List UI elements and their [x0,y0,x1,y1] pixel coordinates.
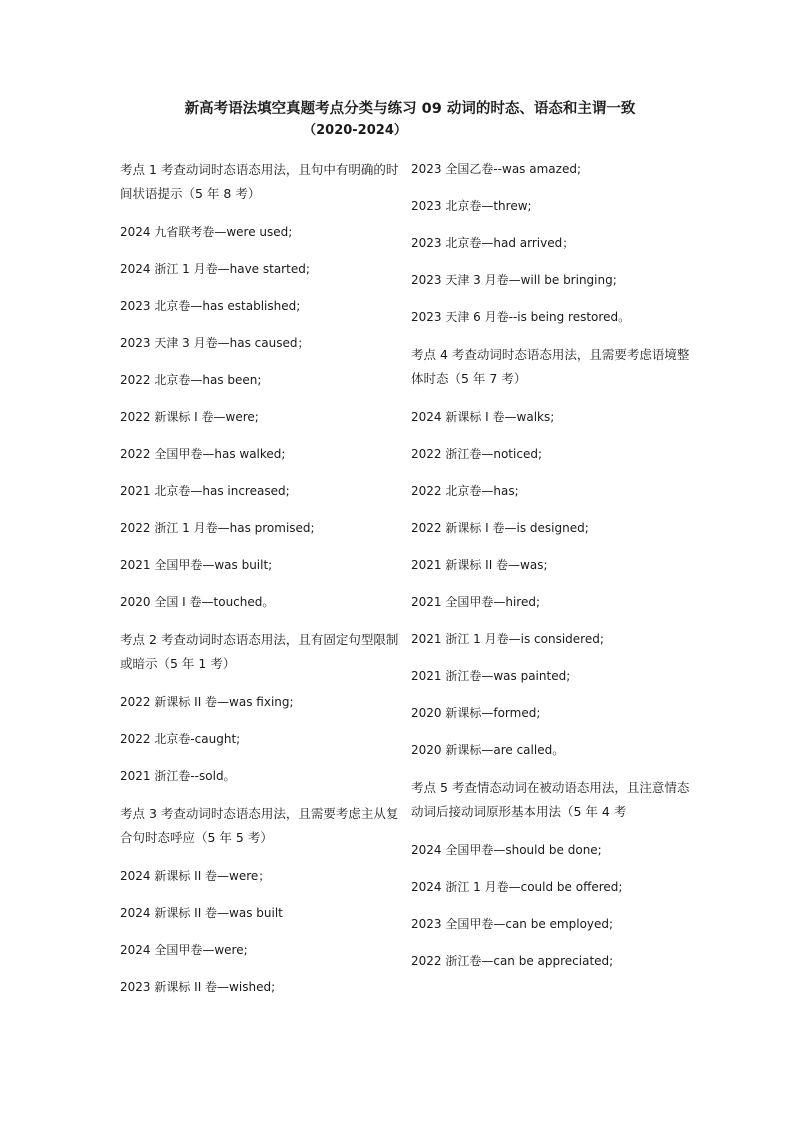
exam-answer-item: 2022 全国甲卷—has walked; [120,447,286,461]
left-column [120,158,400,1013]
page-title: 新高考语法填空真题考点分类与练习 09 动词的时态、语态和主谓一致 [184,101,636,117]
exam-answer-item: 2021 全国甲卷—hired; [411,595,541,609]
exam-answer-item: 2024 全国甲卷—were; [120,943,248,957]
exam-answer-item: 2022 新课标 I 卷—were; [120,410,259,424]
exam-answer-item: 2020 新课标—are called。 [411,743,565,757]
exam-answer-item: 2022 新课标 I 卷—is designed; [411,521,589,535]
exam-answer-item: 2023 北京卷—had arrived； [411,236,575,250]
section-heading: 考点 5 考查情态动词在被动语态用法，且注意情态动词后接动词原形基本用法（5 年 4 考 [411,780,690,819]
section-heading: 考点 3 考查动词时态语态用法，且需要考虑主从复合句时态呼应（5 年 5 考） [120,806,399,845]
exam-answer-item: 2023 全国乙卷--was amazed; [411,162,581,176]
exam-answer-item: 2024 浙江 1 月卷—could be offered; [411,880,623,894]
section-heading: 考点 1 考查动词时态语态用法，且句中有明确的时间状语提示（5 年 8 考） [120,162,399,201]
exam-answer-item: 2023 北京卷—threw; [411,199,532,213]
exam-answer-item: 2021 浙江卷--sold。 [120,769,236,783]
exam-answer-item: 2023 北京卷—has established; [120,299,301,313]
exam-answer-item: 2021 浙江卷—was painted; [411,669,571,683]
exam-answer-item: 2023 天津 3 月卷—will be bringing; [411,273,617,287]
exam-answer-item: 2022 北京卷—has; [411,484,519,498]
exam-answer-item: 2022 北京卷-caught; [120,732,241,746]
exam-answer-item: 2024 新课标 II 卷—was built [120,906,283,920]
exam-answer-item: 2024 全国甲卷—should be done; [411,843,602,857]
exam-answer-item: 2022 北京卷—has been; [120,373,262,387]
exam-answer-item: 2020 新课标—formed; [411,706,541,720]
exam-answer-item: 2023 天津 6 月卷--is being restored。 [411,310,631,324]
exam-answer-item: 2021 新课标 II 卷—was; [411,558,548,572]
exam-answer-item: 2022 新课标 II 卷—was fixing; [120,695,294,709]
section-heading: 考点 4 考查动词时态语态用法，且需要考虑语境整体时态（5 年 7 考） [411,347,690,386]
exam-answer-item: 2024 新课标 II 卷—were； [120,869,271,883]
exam-answer-item: 2022 浙江 1 月卷—has promised; [120,521,315,535]
exam-answer-item: 2022 浙江卷—can be appreciated; [411,954,614,968]
exam-answer-item: 2023 新课标 II 卷—wished; [120,980,276,994]
exam-answer-item: 2024 新课标 I 卷—walks; [411,410,555,424]
exam-answer-item: 2022 浙江卷—noticed; [411,447,542,461]
exam-answer-item: 2021 全国甲卷—was built; [120,558,273,572]
right-column [411,158,691,987]
page-subtitle: （2020-2024） [303,123,407,138]
section-heading: 考点 2 考查动词时态语态用法，且有固定句型限制或暗示（5 年 1 考） [120,632,399,671]
exam-answer-item: 2023 天津 3 月卷—has caused； [120,336,310,350]
exam-answer-item: 2023 全国甲卷—can be employed; [411,917,614,931]
exam-answer-item: 2021 浙江 1 月卷—is considered; [411,632,604,646]
exam-answer-item: 2020 全国 I 卷—touched。 [120,595,275,609]
exam-answer-item: 2024 浙江 1 月卷—have started; [120,262,310,276]
exam-answer-item: 2021 北京卷—has increased; [120,484,290,498]
exam-answer-item: 2024 九省联考卷—were used; [120,225,293,239]
